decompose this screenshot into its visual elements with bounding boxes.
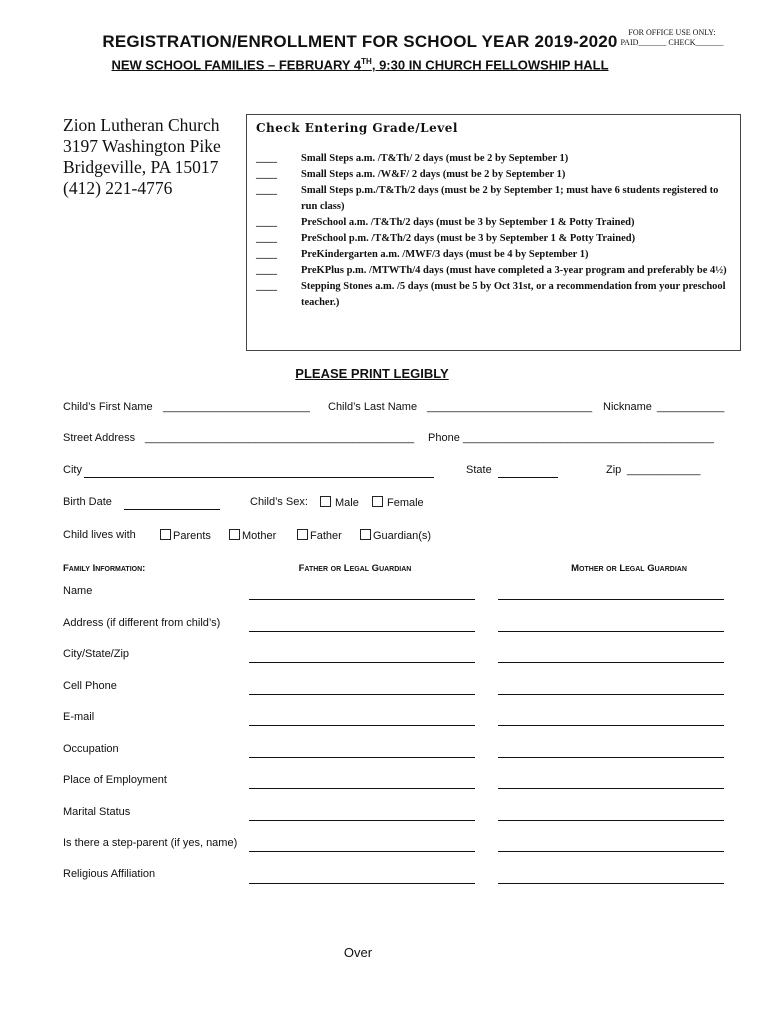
family-row-label: City/State/Zip [63, 648, 130, 660]
father-address-field[interactable] [249, 631, 475, 632]
family-row-label: E-mail [63, 711, 95, 723]
male-option[interactable] [320, 496, 359, 509]
grade-option-label: Small Steps a.m. /W&F/ 2 days (must be 2 by September 1) [301, 169, 566, 180]
grade-check-blank[interactable]: ____ [256, 169, 277, 180]
phone-field[interactable]: _________________________________________ [463, 432, 714, 444]
mother-city-state-zip-field[interactable] [498, 662, 724, 663]
parents-label: Parents [173, 530, 211, 542]
grade-option[interactable] [256, 151, 734, 167]
grade-check-blank[interactable]: ____ [256, 281, 277, 292]
father-email-field[interactable] [249, 725, 475, 726]
mother-checkbox[interactable] [229, 529, 240, 540]
state-label: State [466, 464, 492, 476]
office-use-label: FOR OFFICE USE ONLY: [628, 28, 716, 37]
father-marital-status-field[interactable] [249, 820, 475, 821]
nickname-field[interactable]: ___________ [657, 401, 725, 413]
mother-label: Mother [242, 530, 277, 542]
church-address [63, 115, 221, 199]
grade-option[interactable] [256, 183, 734, 215]
last-name-label: Child’s Last Name [328, 401, 418, 413]
grade-option-label: PreSchool a.m. /T&Th/2 days (must be 3 by September 1 & Potty Trained) [301, 217, 635, 228]
parents-option[interactable] [160, 529, 211, 542]
guardians-option[interactable] [360, 529, 431, 542]
male-checkbox[interactable] [320, 496, 331, 507]
grade-check-blank[interactable]: ____ [256, 265, 277, 276]
female-option[interactable] [372, 496, 424, 509]
grade-level-box [246, 114, 741, 351]
form-subtitle [0, 57, 720, 72]
birth-date-field[interactable] [124, 509, 220, 510]
grade-option-label: PreKPlus p.m. /MTWTh/4 days (must have completed a 3-year program and preferably be 4½) [301, 265, 727, 276]
sex-label: Child’s Sex: [250, 496, 308, 508]
mother-option[interactable] [229, 529, 276, 542]
grade-option[interactable] [256, 279, 734, 311]
mother-cell-phone-field[interactable] [498, 694, 724, 695]
parents-checkbox[interactable] [160, 529, 171, 540]
zip-field[interactable]: ____________ [627, 464, 701, 476]
church-name: Zion Lutheran Church [63, 115, 220, 135]
mother-step-parent-field[interactable] [498, 851, 724, 852]
mother-marital-status-field[interactable] [498, 820, 724, 821]
grade-option[interactable] [256, 263, 734, 279]
family-row-label: Cell Phone [63, 680, 117, 692]
guardians-label: Guardian(s) [373, 530, 432, 542]
grade-option-label: Small Steps p.m./T&Th/2 days (must be 2 by September 1; must have 6 students registered to run class) [301, 185, 719, 212]
father-checkbox[interactable] [297, 529, 308, 540]
church-phone: (412) 221-4776 [63, 178, 173, 198]
father-city-state-zip-field[interactable] [249, 662, 475, 663]
father-name-field[interactable] [249, 599, 475, 600]
grade-option[interactable] [256, 247, 734, 263]
church-city: Bridgeville, PA 15017 [63, 157, 219, 177]
print-legibly-heading: PLEASE PRINT LEGIBLY [295, 366, 449, 381]
family-row-label: Occupation [63, 743, 119, 755]
office-paid-check: PAID_______ CHECK_______ [620, 38, 724, 47]
family-info-heading: Family Information: [63, 563, 146, 574]
mother-address-field[interactable] [498, 631, 724, 632]
family-row-label: Is there a step-parent (if yes, name) [63, 837, 238, 849]
form-title: REGISTRATION/ENROLLMENT FOR SCHOOL YEAR 2019-2020 [102, 32, 618, 51]
first-name-label: Child’s First Name [63, 401, 153, 413]
grade-level-heading: Check Entering Grade/Level [256, 121, 458, 135]
mother-email-field[interactable] [498, 725, 724, 726]
first-name-field[interactable]: ________________________ [163, 401, 310, 413]
grade-option[interactable] [256, 231, 734, 247]
mother-religious-affiliation-field[interactable] [498, 883, 724, 884]
mother-occupation-field[interactable] [498, 757, 724, 758]
lives-with-label: Child lives with [63, 529, 136, 541]
father-cell-phone-field[interactable] [249, 694, 475, 695]
grade-level-list [256, 151, 734, 311]
father-option[interactable] [297, 529, 342, 542]
grade-check-blank[interactable]: ____ [256, 185, 277, 196]
street-label: Street Address [63, 432, 136, 444]
office-use-box [612, 28, 732, 48]
family-row-label: Religious Affiliation [63, 868, 156, 880]
father-occupation-field[interactable] [249, 757, 475, 758]
last-name-field[interactable]: ___________________________ [427, 401, 593, 413]
family-row-label: Address (if different from child’s) [63, 617, 221, 629]
female-label: Female [387, 497, 424, 509]
family-row-label: Marital Status [63, 806, 131, 818]
father-step-parent-field[interactable] [249, 851, 475, 852]
family-row-label: Place of Employment [63, 774, 167, 786]
grade-option-label: Small Steps a.m. /T&Th/ 2 days (must be 2 by September 1) [301, 153, 569, 164]
phone-label: Phone [428, 432, 460, 444]
subtitle-sup: TH [361, 57, 372, 66]
grade-option[interactable] [256, 167, 734, 183]
guardians-checkbox[interactable] [360, 529, 371, 540]
grade-option-label: PreKindergarten a.m. /MWF/3 days (must be 4 by September 1) [301, 249, 589, 260]
city-label: City [63, 464, 82, 476]
father-label: Father [310, 530, 342, 542]
grade-check-blank[interactable]: ____ [256, 153, 277, 164]
nickname-label: Nickname [603, 401, 652, 413]
subtitle-main: NEW SCHOOL FAMILIES – FEBRUARY 4 [111, 57, 362, 73]
birth-date-label: Birth Date [63, 496, 112, 508]
grade-check-blank[interactable]: ____ [256, 217, 277, 228]
zip-label: Zip [606, 464, 622, 476]
mother-name-field[interactable] [498, 599, 724, 600]
city-field[interactable] [84, 477, 434, 478]
grade-option-label: Stepping Stones a.m. /5 days (must be 5 by Oct 31st, or a recommendation from your preschool teacher.) [301, 281, 726, 308]
family-row-label: Name [63, 585, 93, 597]
street-field[interactable]: ____________________________________________ [145, 432, 415, 444]
father-column-heading: Father or Legal Guardian [298, 563, 412, 574]
grade-option[interactable] [256, 215, 734, 231]
grade-check-blank[interactable]: ____ [256, 249, 277, 260]
church-street: 3197 Washington Pike [63, 136, 221, 156]
mother-employment-field[interactable] [498, 788, 724, 789]
father-employment-field[interactable] [249, 788, 475, 789]
female-checkbox[interactable] [372, 496, 383, 507]
grade-option-label: PreSchool p.m. /T&Th/2 days (must be 3 by September 1 & Potty Trained) [301, 233, 636, 244]
over-label: Over [343, 945, 373, 960]
mother-column-heading: Mother or Legal Guardian [571, 563, 687, 574]
grade-check-blank[interactable]: ____ [256, 233, 277, 244]
state-field[interactable] [498, 477, 558, 478]
father-religious-affiliation-field[interactable] [249, 883, 475, 884]
male-label: Male [335, 497, 359, 509]
subtitle-rest: , 9:30 IN CHURCH FELLOWSHIP HALL [371, 57, 609, 73]
